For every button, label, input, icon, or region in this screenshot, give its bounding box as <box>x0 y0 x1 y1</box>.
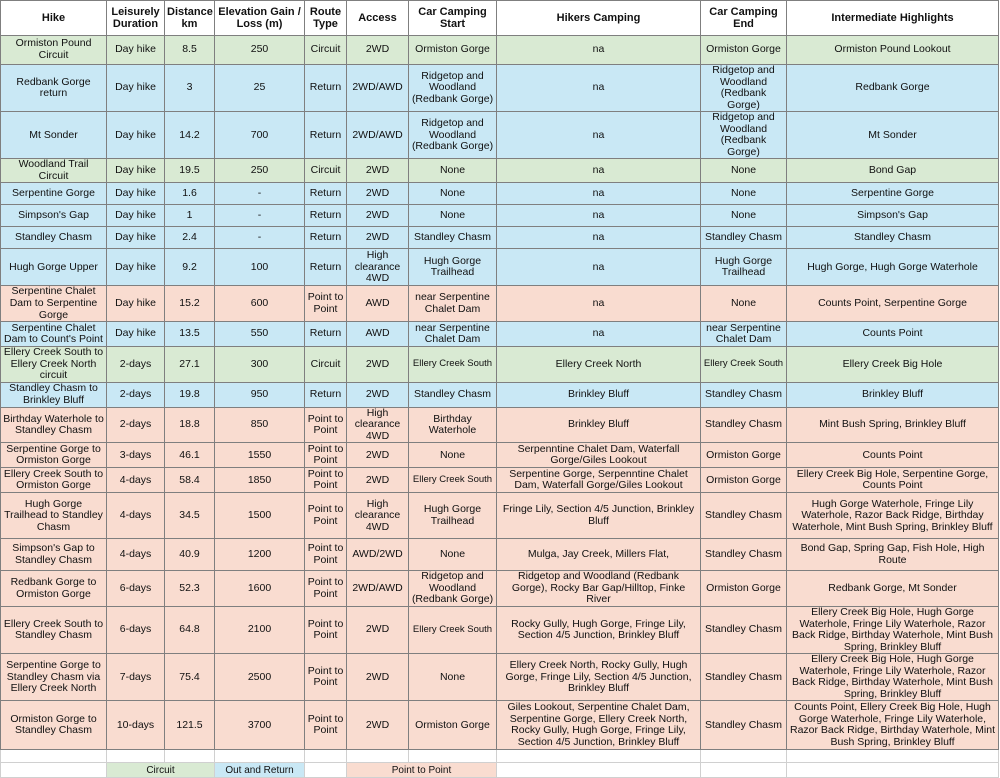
header-highlights: Intermediate Highlights <box>787 1 999 36</box>
cell-hikers-camping: Brinkley Bluff <box>497 407 701 443</box>
cell-highlights: Ellery Creek Big Hole <box>787 347 999 383</box>
cell-duration: Day hike <box>107 322 165 347</box>
cell-route-type: Point to Point <box>305 654 347 701</box>
table-row <box>1 571 999 607</box>
cell-car-camping-start: None <box>409 205 497 227</box>
cell-access: 2WD/AWD <box>347 65 409 112</box>
header-car-camping-start: Car Camping Start <box>409 1 497 36</box>
cell-elevation: - <box>215 183 305 205</box>
cell-hikers-camping: na <box>497 36 701 65</box>
cell-duration: 10-days <box>107 701 165 750</box>
cell-highlights: Counts Point, Ellery Creek Big Hole, Hugh Gorge Waterhole, Fringe Lily Waterhole, Razor Back Ridge, Birthday Waterhole, Mint Bush Spring, Brinkley Bluff <box>787 701 999 750</box>
cell-distance: 64.8 <box>165 607 215 654</box>
cell-duration: Day hike <box>107 249 165 286</box>
cell-car-camping-start: Hugh Gorge Trailhead <box>409 249 497 286</box>
cell-access: High clearance 4WD <box>347 407 409 443</box>
cell-car-camping-end: Standley Chasm <box>701 493 787 539</box>
cell-distance: 15.2 <box>165 286 215 322</box>
cell-access: 2WD <box>347 159 409 183</box>
table-row <box>1 159 999 183</box>
table-row <box>1 407 999 443</box>
cell-distance: 40.9 <box>165 539 215 571</box>
cell-car-camping-end: Standley Chasm <box>701 382 787 407</box>
cell-highlights: Ellery Creek Big Hole, Hugh Gorge Waterhole, Fringe Lily Waterhole, Razor Back Ridge, Birthday Waterhole, Mint Bush Spring, Brinkley Bluff <box>787 607 999 654</box>
cell-elevation: 1850 <box>215 468 305 493</box>
cell-route-type: Point to Point <box>305 468 347 493</box>
cell-access: AWD <box>347 286 409 322</box>
cell-hikers-camping: Ridgetop and Woodland (Redbank Gorge), Rocky Bar Gap/Hilltop, Finke River <box>497 571 701 607</box>
cell-highlights: Mint Bush Spring, Brinkley Bluff <box>787 407 999 443</box>
table-row <box>1 443 999 468</box>
cell-duration: 7-days <box>107 654 165 701</box>
cell-access: 2WD <box>347 382 409 407</box>
cell-car-camping-end: Ridgetop and Woodland (Redbank Gorge) <box>701 112 787 159</box>
cell-hike: Ellery Creek South to Ormiston Gorge <box>1 468 107 493</box>
cell-duration: Day hike <box>107 205 165 227</box>
cell-elevation: - <box>215 227 305 249</box>
legend-spacer <box>1 763 107 778</box>
cell-hikers-camping: Serpentine Gorge, Serpenntine Chalet Dam, Waterfall Gorge/Giles Lookout <box>497 468 701 493</box>
cell-duration: Day hike <box>107 227 165 249</box>
cell-route-type: Circuit <box>305 347 347 383</box>
table-row <box>1 65 999 112</box>
header-hike: Hike <box>1 1 107 36</box>
cell-hike: Simpson's Gap <box>1 205 107 227</box>
cell-car-camping-start: None <box>409 183 497 205</box>
cell-hikers-camping: Fringe Lily, Section 4/5 Junction, Brinkley Bluff <box>497 493 701 539</box>
cell-hike: Mt Sonder <box>1 112 107 159</box>
cell-elevation: 250 <box>215 159 305 183</box>
cell-car-camping-start: None <box>409 443 497 468</box>
cell-car-camping-start: Standley Chasm <box>409 382 497 407</box>
cell-car-camping-end: Hugh Gorge Trailhead <box>701 249 787 286</box>
table-row <box>1 227 999 249</box>
cell-duration: Day hike <box>107 286 165 322</box>
cell-car-camping-end: Standley Chasm <box>701 539 787 571</box>
table-row <box>1 382 999 407</box>
cell-car-camping-end: None <box>701 205 787 227</box>
cell-car-camping-end: Standley Chasm <box>701 701 787 750</box>
table-row <box>1 205 999 227</box>
cell-distance: 19.5 <box>165 159 215 183</box>
table-row <box>1 539 999 571</box>
cell-car-camping-start: Birthday Waterhole <box>409 407 497 443</box>
cell-access: 2WD <box>347 227 409 249</box>
cell-highlights: Ellery Creek Big Hole, Hugh Gorge Waterhole, Fringe Lily Waterhole, Razor Back Ridge, Birthday Waterhole, Mint Bush Spring, Brinkley Bluff <box>787 654 999 701</box>
cell-hike: Serpentine Chalet Dam to Count's Point <box>1 322 107 347</box>
cell-highlights: Hugh Gorge, Hugh Gorge Waterhole <box>787 249 999 286</box>
cell-hike: Standley Chasm <box>1 227 107 249</box>
cell-distance: 1 <box>165 205 215 227</box>
table-row <box>1 183 999 205</box>
cell-distance: 13.5 <box>165 322 215 347</box>
cell-duration: Day hike <box>107 159 165 183</box>
cell-elevation: 2500 <box>215 654 305 701</box>
cell-access: 2WD/AWD <box>347 571 409 607</box>
cell-elevation: 600 <box>215 286 305 322</box>
cell-route-type: Point to Point <box>305 286 347 322</box>
cell-hikers-camping: na <box>497 205 701 227</box>
cell-access: High clearance 4WD <box>347 493 409 539</box>
cell-car-camping-start: None <box>409 539 497 571</box>
cell-hikers-camping: Mulga, Jay Creek, Millers Flat, <box>497 539 701 571</box>
cell-route-type: Circuit <box>305 36 347 65</box>
legend-circuit: Circuit <box>107 763 215 778</box>
cell-car-camping-end: Standley Chasm <box>701 607 787 654</box>
cell-distance: 34.5 <box>165 493 215 539</box>
cell-distance: 58.4 <box>165 468 215 493</box>
cell-highlights: Brinkley Bluff <box>787 382 999 407</box>
cell-elevation: 1550 <box>215 443 305 468</box>
cell-duration: 6-days <box>107 571 165 607</box>
cell-car-camping-start: Standley Chasm <box>409 227 497 249</box>
cell-highlights: Counts Point, Serpentine Gorge <box>787 286 999 322</box>
cell-elevation: 950 <box>215 382 305 407</box>
cell-highlights: Simpson's Gap <box>787 205 999 227</box>
cell-access: 2WD <box>347 654 409 701</box>
cell-car-camping-end: None <box>701 159 787 183</box>
cell-hikers-camping: na <box>497 112 701 159</box>
cell-hikers-camping: Ellery Creek North, Rocky Gully, Hugh Gorge, Fringe Lily, Section 4/5 Junction, Brinkley Bluff <box>497 654 701 701</box>
cell-route-type: Circuit <box>305 159 347 183</box>
cell-hike: Ormiston Gorge to Standley Chasm <box>1 701 107 750</box>
cell-highlights: Serpentine Gorge <box>787 183 999 205</box>
cell-elevation: 1200 <box>215 539 305 571</box>
cell-duration: 2-days <box>107 407 165 443</box>
cell-access: 2WD <box>347 701 409 750</box>
table-row <box>1 36 999 65</box>
cell-hike: Hugh Gorge Upper <box>1 249 107 286</box>
blank-row <box>1 750 999 763</box>
cell-duration: 4-days <box>107 539 165 571</box>
cell-route-type: Point to Point <box>305 607 347 654</box>
cell-duration: Day hike <box>107 112 165 159</box>
cell-route-type: Return <box>305 227 347 249</box>
cell-hikers-camping: Brinkley Bluff <box>497 382 701 407</box>
cell-duration: 4-days <box>107 493 165 539</box>
cell-access: 2WD/AWD <box>347 112 409 159</box>
cell-duration: 2-days <box>107 382 165 407</box>
cell-elevation: 850 <box>215 407 305 443</box>
cell-hike: Ormiston Pound Circuit <box>1 36 107 65</box>
header-hikers-camping: Hikers Camping <box>497 1 701 36</box>
cell-car-camping-end: Ellery Creek South <box>701 347 787 383</box>
cell-route-type: Point to Point <box>305 571 347 607</box>
cell-car-camping-end: Ormiston Gorge <box>701 468 787 493</box>
cell-car-camping-start: Ellery Creek South <box>409 607 497 654</box>
table-row <box>1 468 999 493</box>
cell-duration: 3-days <box>107 443 165 468</box>
cell-distance: 46.1 <box>165 443 215 468</box>
cell-car-camping-end: Ridgetop and Woodland (Redbank Gorge) <box>701 65 787 112</box>
cell-duration: 6-days <box>107 607 165 654</box>
cell-car-camping-start: near Serpentine Chalet Dam <box>409 322 497 347</box>
cell-car-camping-start: Ormiston Gorge <box>409 36 497 65</box>
table-row <box>1 322 999 347</box>
cell-car-camping-start: Ridgetop and Woodland (Redbank Gorge) <box>409 571 497 607</box>
table-row <box>1 701 999 750</box>
header-access: Access <box>347 1 409 36</box>
cell-route-type: Return <box>305 322 347 347</box>
cell-route-type: Point to Point <box>305 701 347 750</box>
cell-route-type: Return <box>305 205 347 227</box>
cell-duration: 4-days <box>107 468 165 493</box>
cell-hike: Hugh Gorge Trailhead to Standley Chasm <box>1 493 107 539</box>
cell-elevation: 25 <box>215 65 305 112</box>
cell-elevation: 1600 <box>215 571 305 607</box>
cell-distance: 52.3 <box>165 571 215 607</box>
cell-hikers-camping: na <box>497 183 701 205</box>
cell-elevation: 250 <box>215 36 305 65</box>
header-row <box>1 1 999 36</box>
cell-car-camping-start: Ridgetop and Woodland (Redbank Gorge) <box>409 112 497 159</box>
cell-car-camping-end: None <box>701 286 787 322</box>
cell-hike: Redbank Gorge return <box>1 65 107 112</box>
cell-distance: 18.8 <box>165 407 215 443</box>
cell-car-camping-end: Ormiston Gorge <box>701 571 787 607</box>
cell-highlights: Hugh Gorge Waterhole, Fringe Lily Waterhole, Razor Back Ridge, Birthday Waterhole, Mint Bush Spring, Brinkley Bluff <box>787 493 999 539</box>
table-row <box>1 112 999 159</box>
cell-access: 2WD <box>347 347 409 383</box>
cell-hike: Woodland Trail Circuit <box>1 159 107 183</box>
cell-car-camping-start: Ellery Creek South <box>409 468 497 493</box>
cell-highlights: Ellery Creek Big Hole, Serpentine Gorge, Counts Point <box>787 468 999 493</box>
legend-return: Out and Return <box>215 763 305 778</box>
cell-access: 2WD <box>347 468 409 493</box>
cell-hikers-camping: na <box>497 322 701 347</box>
header-distance: Distance km <box>165 1 215 36</box>
cell-hike: Ellery Creek South to Standley Chasm <box>1 607 107 654</box>
cell-access: 2WD <box>347 443 409 468</box>
cell-distance: 8.5 <box>165 36 215 65</box>
cell-duration: 2-days <box>107 347 165 383</box>
cell-hike: Standley Chasm to Brinkley Bluff <box>1 382 107 407</box>
legend-spacer <box>701 763 787 778</box>
cell-car-camping-end: Ormiston Gorge <box>701 36 787 65</box>
cell-hikers-camping: na <box>497 249 701 286</box>
legend-row <box>1 763 999 778</box>
cell-route-type: Return <box>305 249 347 286</box>
cell-distance: 75.4 <box>165 654 215 701</box>
cell-elevation: 300 <box>215 347 305 383</box>
cell-hike: Birthday Waterhole to Standley Chasm <box>1 407 107 443</box>
cell-highlights: Bond Gap <box>787 159 999 183</box>
header-duration: Leisurely Duration <box>107 1 165 36</box>
cell-car-camping-end: Ormiston Gorge <box>701 443 787 468</box>
cell-hikers-camping: Serpenntine Chalet Dam, Waterfall Gorge/Giles Lookout <box>497 443 701 468</box>
cell-highlights: Counts Point <box>787 322 999 347</box>
table-row <box>1 347 999 383</box>
cell-access: 2WD <box>347 36 409 65</box>
cell-car-camping-end: None <box>701 183 787 205</box>
cell-hikers-camping: na <box>497 286 701 322</box>
cell-route-type: Return <box>305 183 347 205</box>
cell-hike: Ellery Creek South to Ellery Creek North circuit <box>1 347 107 383</box>
cell-hike: Serpentine Gorge <box>1 183 107 205</box>
cell-distance: 9.2 <box>165 249 215 286</box>
cell-route-type: Point to Point <box>305 539 347 571</box>
cell-access: AWD/2WD <box>347 539 409 571</box>
cell-access: AWD <box>347 322 409 347</box>
cell-car-camping-start: Hugh Gorge Trailhead <box>409 493 497 539</box>
table-row <box>1 286 999 322</box>
cell-elevation: - <box>215 205 305 227</box>
cell-elevation: 550 <box>215 322 305 347</box>
cell-hike: Serpentine Gorge to Standley Chasm via Ellery Creek North <box>1 654 107 701</box>
cell-car-camping-start: Ridgetop and Woodland (Redbank Gorge) <box>409 65 497 112</box>
cell-car-camping-start: Ormiston Gorge <box>409 701 497 750</box>
cell-hike: Simpson's Gap to Standley Chasm <box>1 539 107 571</box>
cell-elevation: 2100 <box>215 607 305 654</box>
cell-hike: Serpentine Gorge to Ormiston Gorge <box>1 443 107 468</box>
table-row <box>1 493 999 539</box>
header-elevation: Elevation Gain / Loss (m) <box>215 1 305 36</box>
cell-hike: Redbank Gorge to Ormiston Gorge <box>1 571 107 607</box>
cell-highlights: Redbank Gorge <box>787 65 999 112</box>
cell-duration: Day hike <box>107 36 165 65</box>
cell-highlights: Bond Gap, Spring Gap, Fish Hole, High Route <box>787 539 999 571</box>
cell-car-camping-end: Standley Chasm <box>701 407 787 443</box>
cell-access: 2WD <box>347 183 409 205</box>
cell-hikers-camping: Ellery Creek North <box>497 347 701 383</box>
legend-spacer <box>497 763 701 778</box>
cell-route-type: Point to Point <box>305 493 347 539</box>
cell-route-type: Return <box>305 382 347 407</box>
cell-route-type: Return <box>305 112 347 159</box>
cell-highlights: Standley Chasm <box>787 227 999 249</box>
cell-hikers-camping: Rocky Gully, Hugh Gorge, Fringe Lily, Section 4/5 Junction, Brinkley Bluff <box>497 607 701 654</box>
cell-car-camping-start: near Serpentine Chalet Dam <box>409 286 497 322</box>
legend-spacer <box>787 763 999 778</box>
legend-spacer <box>305 763 347 778</box>
cell-car-camping-end: near Serpentine Chalet Dam <box>701 322 787 347</box>
table-row <box>1 607 999 654</box>
table-body <box>1 36 999 750</box>
cell-access: 2WD <box>347 205 409 227</box>
cell-distance: 2.4 <box>165 227 215 249</box>
cell-highlights: Redbank Gorge, Mt Sonder <box>787 571 999 607</box>
cell-highlights: Ormiston Pound Lookout <box>787 36 999 65</box>
cell-distance: 3 <box>165 65 215 112</box>
cell-route-type: Point to Point <box>305 443 347 468</box>
cell-distance: 19.8 <box>165 382 215 407</box>
cell-highlights: Mt Sonder <box>787 112 999 159</box>
cell-hikers-camping: na <box>497 227 701 249</box>
cell-distance: 121.5 <box>165 701 215 750</box>
cell-hikers-camping: na <box>497 159 701 183</box>
cell-distance: 14.2 <box>165 112 215 159</box>
cell-access: High clearance 4WD <box>347 249 409 286</box>
cell-duration: Day hike <box>107 183 165 205</box>
cell-hikers-camping: na <box>497 65 701 112</box>
table-row <box>1 249 999 286</box>
cell-car-camping-start: None <box>409 654 497 701</box>
table-row <box>1 654 999 701</box>
cell-car-camping-end: Standley Chasm <box>701 227 787 249</box>
cell-hikers-camping: Giles Lookout, Serpentine Chalet Dam, Serpentine Gorge, Ellery Creek North, Rocky Gully, Hugh Gorge, Fringe Lily, Section 4/5 Junction, Brinkley Bluff <box>497 701 701 750</box>
legend-point-to-point: Point to Point <box>347 763 497 778</box>
cell-elevation: 100 <box>215 249 305 286</box>
cell-elevation: 700 <box>215 112 305 159</box>
cell-car-camping-start: Ellery Creek South <box>409 347 497 383</box>
cell-distance: 1.6 <box>165 183 215 205</box>
header-route-type: Route Type <box>305 1 347 36</box>
cell-duration: Day hike <box>107 65 165 112</box>
cell-car-camping-start: None <box>409 159 497 183</box>
cell-route-type: Return <box>305 65 347 112</box>
cell-distance: 27.1 <box>165 347 215 383</box>
cell-access: 2WD <box>347 607 409 654</box>
cell-route-type: Point to Point <box>305 407 347 443</box>
cell-car-camping-end: Standley Chasm <box>701 654 787 701</box>
cell-hike: Serpentine Chalet Dam to Serpentine Gorge <box>1 286 107 322</box>
cell-highlights: Counts Point <box>787 443 999 468</box>
cell-elevation: 1500 <box>215 493 305 539</box>
header-car-camping-end: Car Camping End <box>701 1 787 36</box>
cell-elevation: 3700 <box>215 701 305 750</box>
